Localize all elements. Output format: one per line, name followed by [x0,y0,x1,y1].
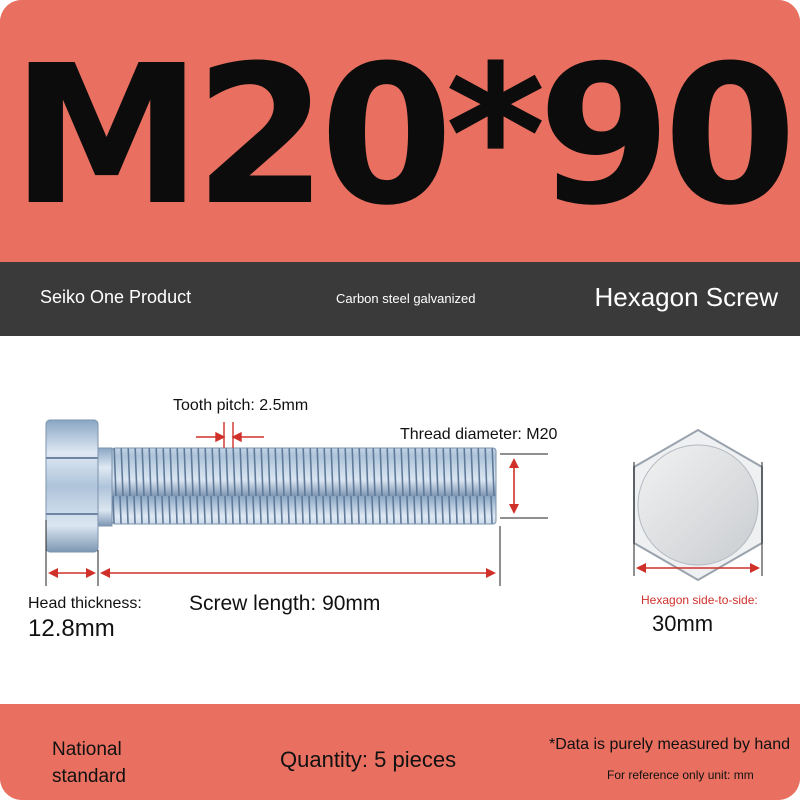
hex-side-value: 30mm [652,611,714,636]
standard-line-2: standard [52,766,126,787]
bolt-shank [112,448,496,524]
title-panel [0,0,800,262]
brand-text: Seiko One Product [40,287,192,307]
standard-line-1: National [52,739,122,760]
thread-diameter-dimension [500,454,548,518]
hex-side-label: Hexagon side-to-side: [641,593,758,607]
info-band [0,262,800,336]
head-thickness-value: 12.8mm [28,615,115,642]
head-thickness-label: Head thickness: [28,595,142,612]
standard-text [52,736,126,790]
quantity-text: Quantity: 5 pieces [280,747,457,772]
product-type-text: Hexagon Screw [594,282,778,312]
hexagon-end-view [634,430,762,580]
bolt-illustration [0,336,800,704]
bolt-head [46,420,112,552]
tooth-pitch-dimension [196,422,264,448]
unit-note: For reference only unit: mm [607,768,754,782]
screw-length-label: Screw length: 90mm [189,592,381,615]
measurement-note: *Data is purely measured by hand [548,736,790,753]
thread-diameter-label: Thread diameter: M20 [400,426,558,443]
material-text: Carbon steel galvanized [336,291,476,306]
tooth-pitch-label: Tooth pitch: 2.5mm [173,397,309,414]
footer-panel [0,704,800,800]
product-title: M20*90 [11,25,789,248]
length-dimensions [46,520,500,586]
